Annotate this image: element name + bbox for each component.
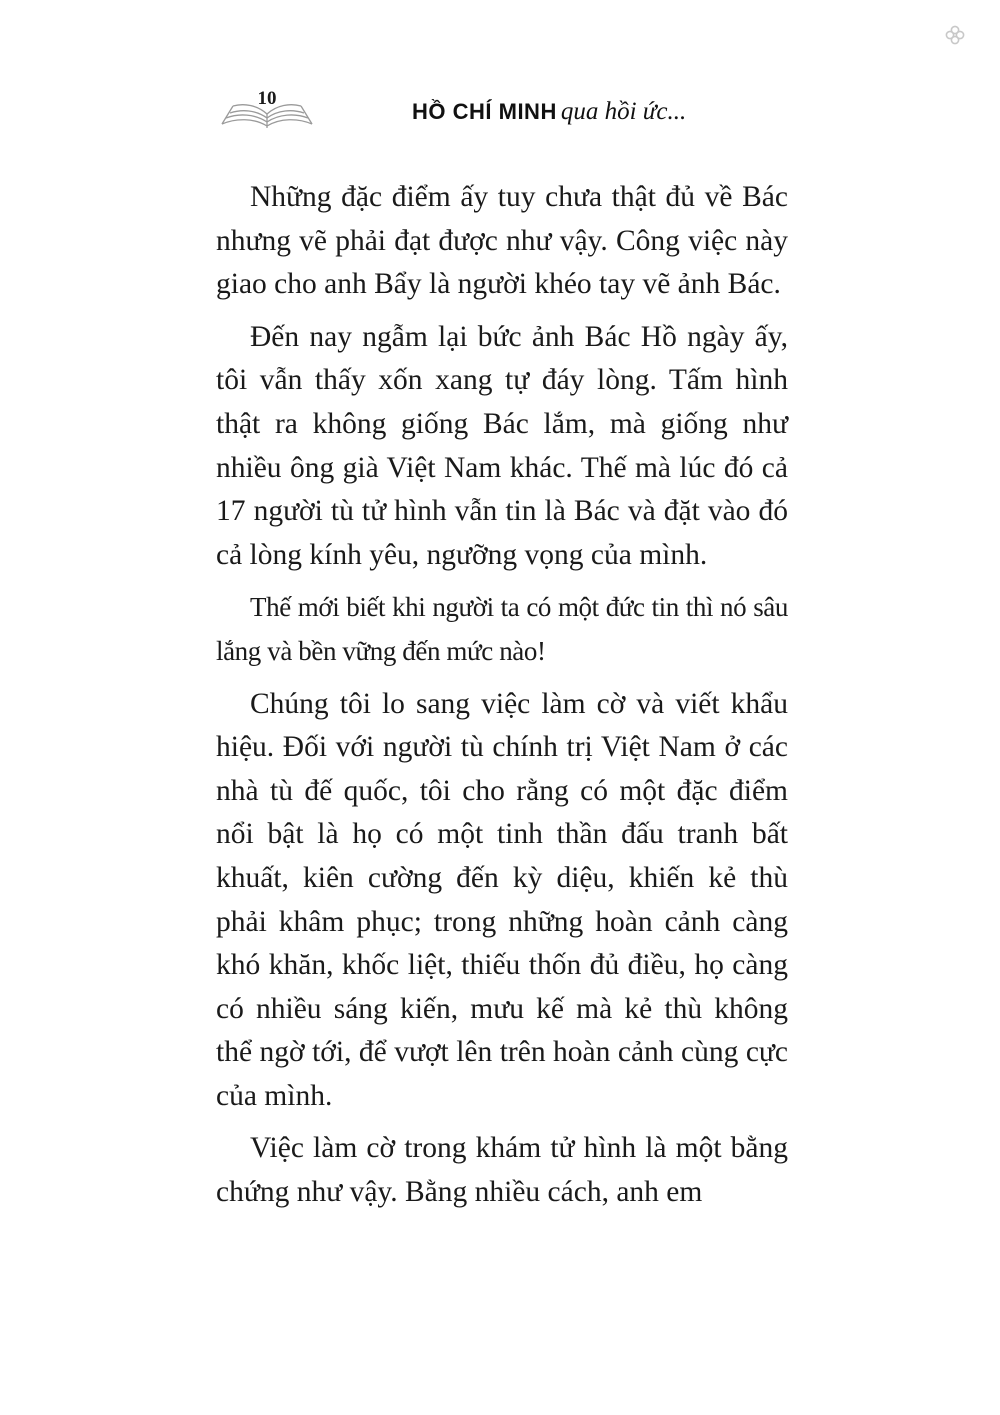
paragraph: Việc làm cờ trong khám tử hình là một bằng chứng như vậy. Bằng nhiều cách, anh em [216, 1132, 788, 1209]
flower-mark-icon [944, 24, 966, 46]
page-number: 10 [257, 88, 277, 109]
body-text [216, 176, 788, 1224]
running-title-main: HỒ CHÍ MINH [412, 99, 557, 124]
running-header [0, 78, 1000, 138]
paragraph: Đến nay ngẫm lại bức ảnh Bác Hồ ngày ấy, tôi vẫn thấy xốn xang tự đáy lòng. Tấm hình thật ra không giống Bác lắm, mà giống như nhiều ông già Việt Nam khác. Thế mà lúc đó cả 17 người tù tử hình vẫn tin là Bác và đặt vào đó cả lòng kính yêu, ngưỡng vọng của mình. [216, 320, 788, 571]
paragraph: Chúng tôi lo sang việc làm cờ và viết khẩu hiệu. Đối với người tù chính trị Việt Nam ở các nhà tù đế quốc, tôi cho rằng có một đặc điểm nổi bật là họ có một tinh thần đấu tranh bất khuất, kiên cường đến kỳ diệu, khiến kẻ thù phải khâm phục; trong những hoàn cảnh càng khó khăn, khốc liệt, thiếu thốn đủ điều, họ càng có nhiều sáng kiến, mưu kế mà kẻ thù không thể ngờ tới, để vượt lên trên hoàn cảnh cùng cực của mình. [216, 687, 788, 1112]
paragraph: Những đặc điểm ấy tuy chưa thật đủ về Bác nhưng vẽ phải đạt được như vậy. Công việc này giao cho anh Bẩy là người khéo tay vẽ ảnh Bác. [216, 181, 788, 301]
running-title-sub: qua hồi ức... [560, 98, 687, 125]
paragraph: Thế mới biết khi người ta có một đức tin thì nó sâu lắng và bền vững đến mức nào! [216, 592, 788, 666]
running-title [412, 98, 686, 126]
